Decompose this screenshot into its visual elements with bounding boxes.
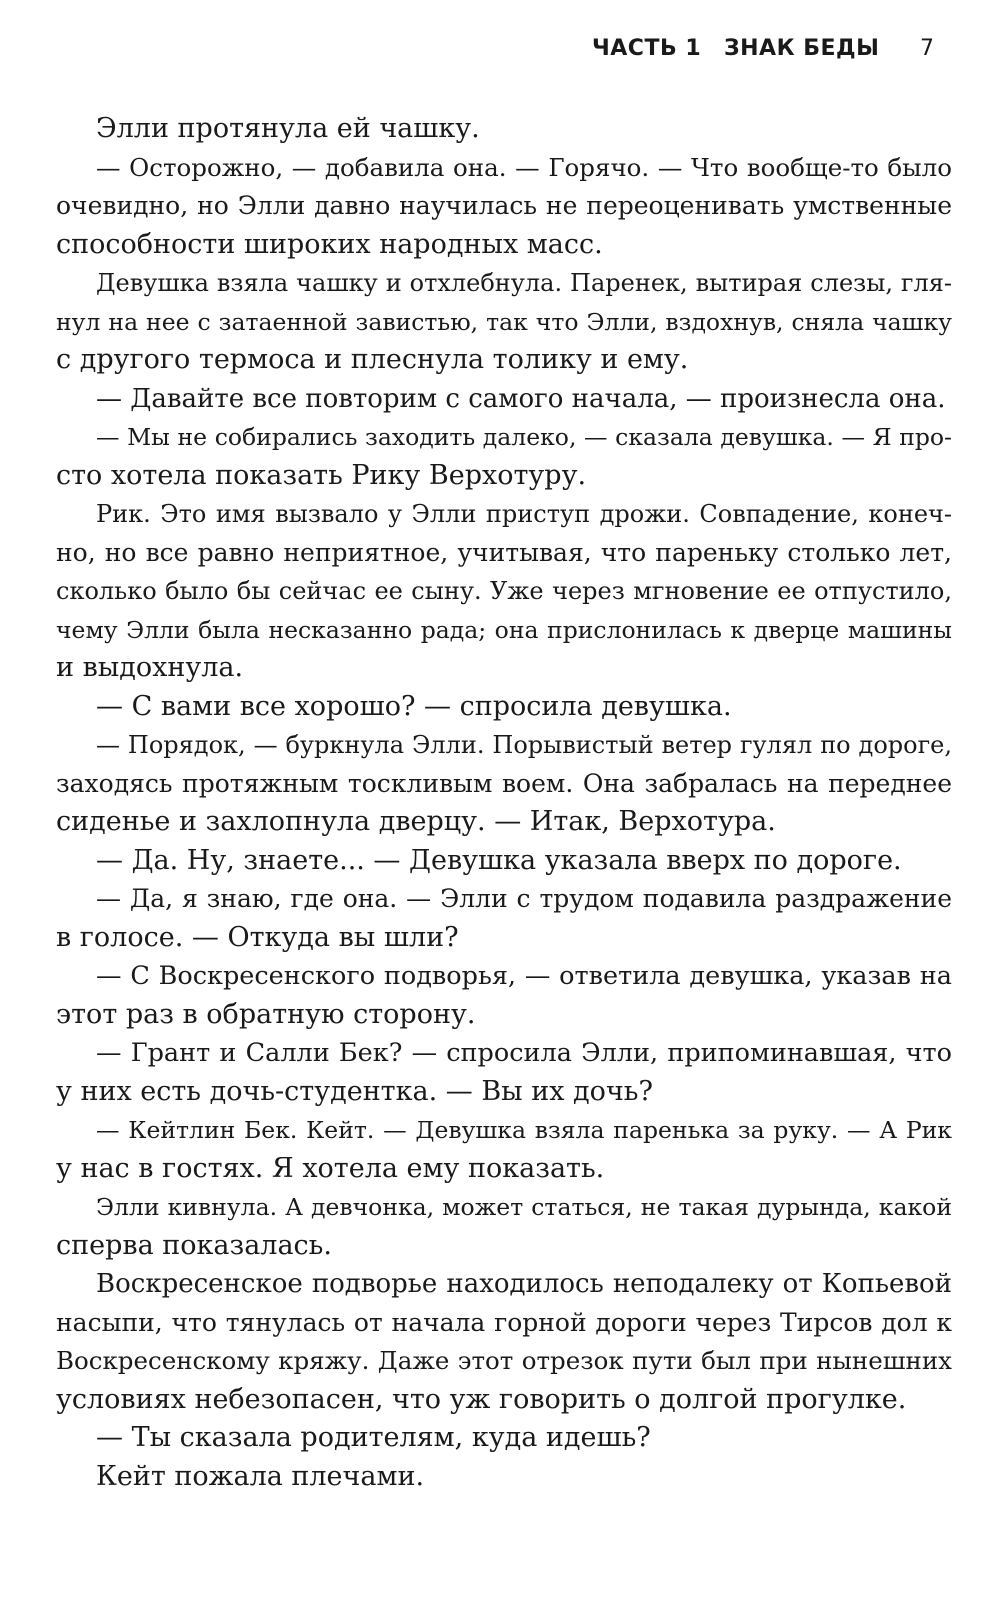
text-line: этот раз в обратную сторону. xyxy=(56,998,476,1030)
text-line: но, но все равно неприятное, учитывая, что пареньку столько лет, xyxy=(56,537,952,567)
text-line: — С Воскресенского подворья, — ответила девушка, указав на xyxy=(96,961,952,991)
text-line: Воскресенское подворье находилось неподалеку от Копьевой xyxy=(96,1269,952,1299)
text-line: — Да, я знаю, где она. — Элли с трудом подавила раздражение xyxy=(96,884,952,913)
text-line: — С вами все хорошо? — спросила девушка. xyxy=(96,690,732,722)
text-line: заходясь протяжным тоскливым воем. Она забралась на переднее xyxy=(56,768,952,798)
text-line: сиденье и захлопнула дверцу. — Итак, Верхотура. xyxy=(56,806,776,837)
page-number: 7 xyxy=(920,36,935,61)
text-line: и выдохнула. xyxy=(56,652,244,683)
text-line: Рик. Это имя вызвало у Элли приступ дрожи. Совпадение, конеч- xyxy=(96,500,952,528)
running-head xyxy=(0,36,1000,76)
text-line: сколько было бы сейчас ее сыну. Уже через мгновение ее отпустило, xyxy=(56,577,952,605)
text-line: Кейт пожала плечами. xyxy=(96,1460,425,1492)
text-line: — Ты сказала родителям, куда идешь? xyxy=(96,1422,651,1453)
text-line: очевидно, но Элли давно научилась не переоценивать умственные xyxy=(56,191,952,220)
text-line: Элли протянула ей чашку. xyxy=(96,113,480,144)
running-head-part: ЧАСТЬ 1 xyxy=(592,36,702,61)
text-line: — Мы не собирались заходить далеко, — сказала девушка. — Я про- xyxy=(96,423,952,451)
text-line: Воскресенскому кряжу. Даже этот отрезок пути был при нынешних xyxy=(56,1346,952,1375)
text-line: способности широких народных масс. xyxy=(56,228,603,260)
text-line: чему Элли была несказанно рада; она прислонилась к дверце машины xyxy=(56,615,952,644)
text-line: — Порядок, — буркнула Элли. Порывистый ветер гулял по дороге, xyxy=(96,731,952,759)
text-line: — Осторожно, — добавила она. — Горячо. — Что вообще-то было xyxy=(96,152,952,182)
text-line: — Грант и Салли Бек? — спросила Элли, припоминавшая, что xyxy=(96,1038,952,1068)
text-line: насыпи, что тянулась от начала горной дороги через Тирсов дол к xyxy=(56,1307,952,1337)
text-line: сто хотела показать Рику Верхотуру. xyxy=(56,459,587,491)
text-line: у них есть дочь-студентка. — Вы их дочь? xyxy=(56,1075,653,1107)
text-line: нул на нее с затаенной завистью, так что Элли, вздохнув, сняла чашку xyxy=(56,307,952,336)
text-line: Девушка взяла чашку и отхлебнула. Паренек, вытирая слезы, гля- xyxy=(96,269,952,297)
text-line: — Кейтлин Бек. Кейт. — Девушка взяла паренька за руку. — А Рик xyxy=(96,1116,952,1144)
text-line: условиях небезопасен, что уж говорить о долгой прогулке. xyxy=(56,1383,907,1415)
text-line: с другого термоса и плеснула толику и ему. xyxy=(56,344,689,375)
text-line: у нас в гостях. Я хотела ему показать. xyxy=(56,1152,605,1184)
text-line: сперва показалась. xyxy=(56,1229,332,1261)
text-line: в голосе. — Откуда вы шли? xyxy=(56,921,459,953)
body-text xyxy=(0,110,1000,1496)
text-line: Элли кивнула. А девчонка, может статься, не такая дурында, какой xyxy=(96,1193,952,1221)
text-line: — Давайте все повторим с самого начала, — произнесла она. xyxy=(96,383,946,414)
running-head-title: ЗНАК БЕДЫ xyxy=(724,36,880,61)
text-line: — Да. Ну, знаете... — Девушка указала вверх по дороге. xyxy=(96,844,902,876)
